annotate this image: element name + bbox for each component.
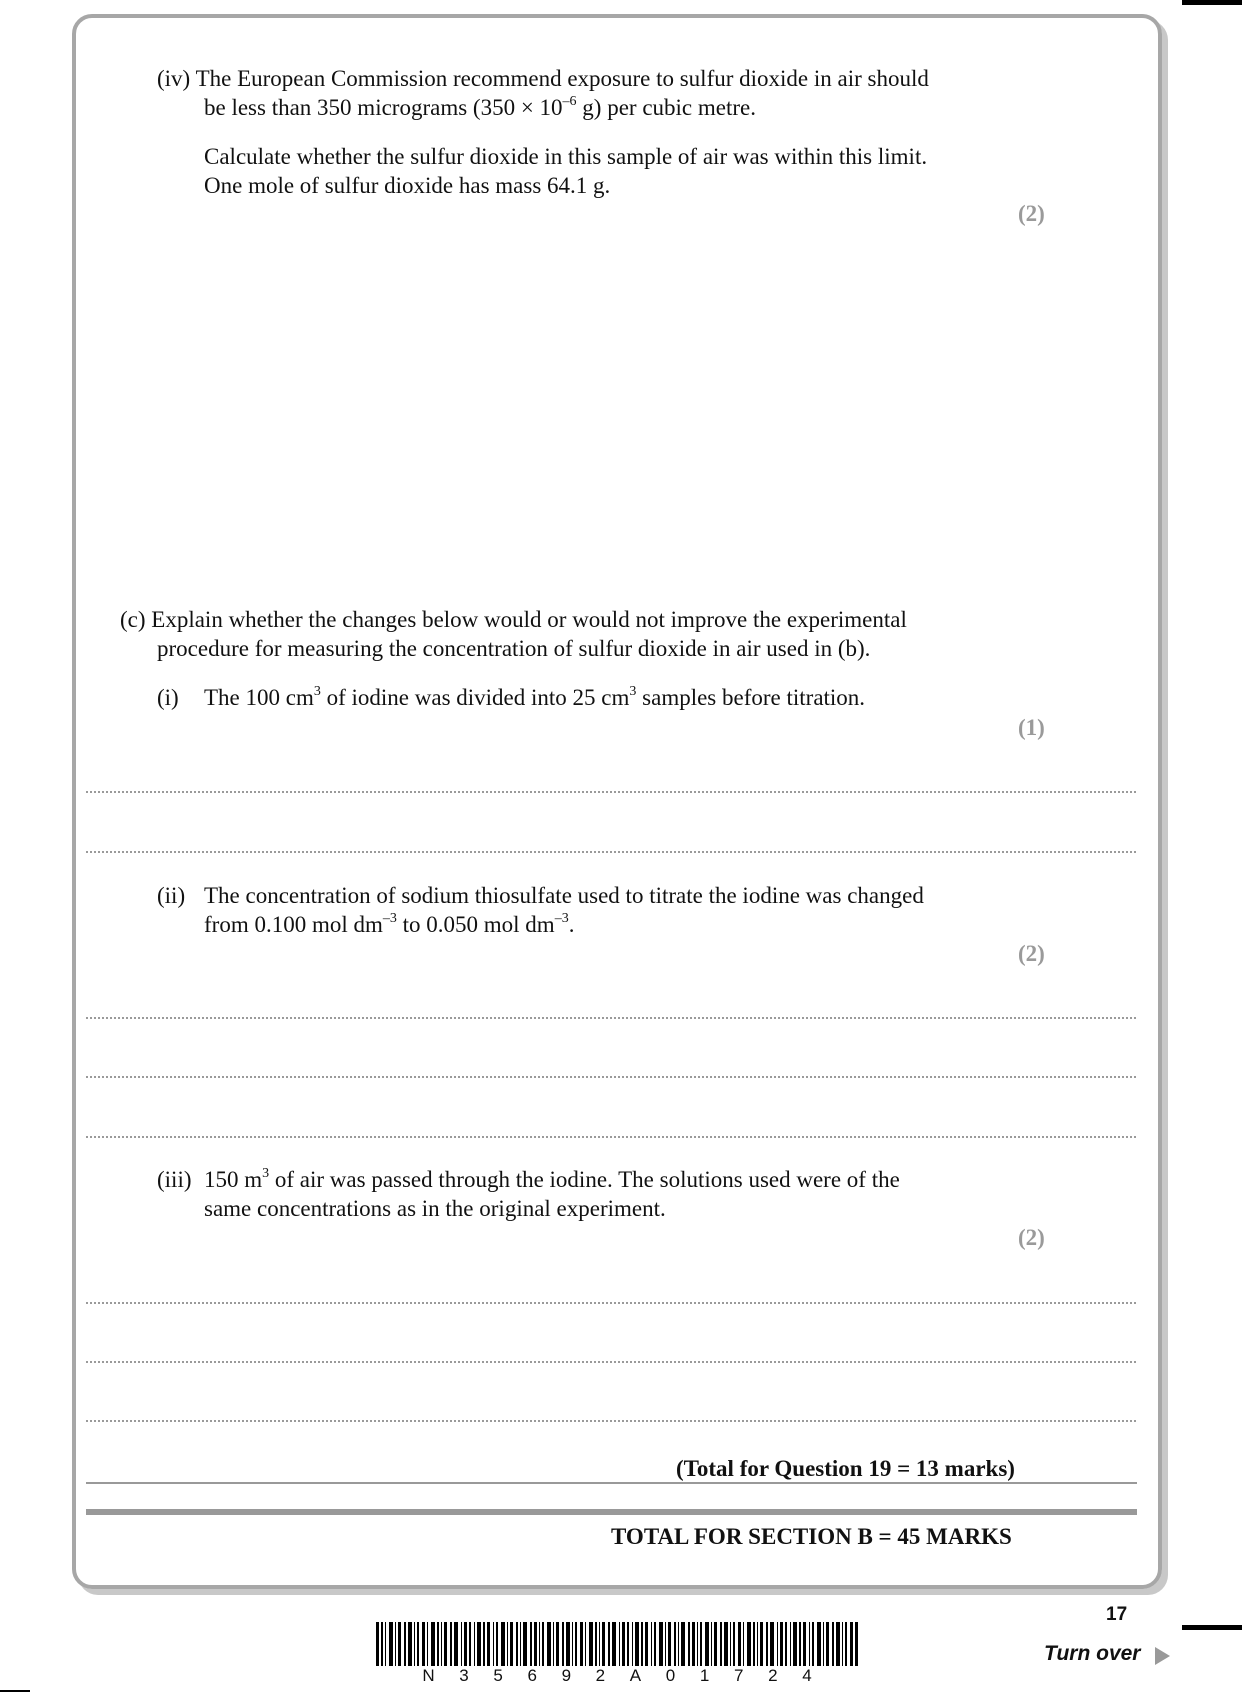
answer-line[interactable] (86, 1420, 1136, 1422)
q-c-line1: (c) Explain whether the changes below would or would not improve the experimental (120, 607, 907, 632)
barcode-char: 4 (802, 1666, 812, 1685)
top-right-crop-mark (1182, 0, 1242, 5)
answer-line[interactable] (86, 1017, 1136, 1019)
bottom-left-crop-mark (0, 1690, 30, 1692)
q-c-ii-marks: (2) (1018, 941, 1045, 966)
q-c-label: (c) (120, 607, 146, 632)
q-iv-line4: One mole of sulfur dioxide has mass 64.1 g. (204, 173, 611, 198)
q-c-ii-line1: The concentration of sodium thiosulfate used to titrate the iodine was changed (204, 883, 924, 908)
q-iv-line2: be less than 350 micrograms ($350 \times 10^{-6}$ g) per cubic metre. (204, 94, 756, 120)
q-iv-text1: The European Commission recommend exposure to sulfur dioxide in air should (195, 66, 929, 91)
total-underline (86, 1482, 1137, 1484)
answer-line[interactable] (86, 791, 1136, 793)
question-total: (Total for Question 19 = 13 marks) (676, 1456, 1015, 1481)
barcode-char: 5 (493, 1666, 503, 1685)
answer-line[interactable] (86, 1302, 1136, 1304)
answer-line[interactable] (86, 1361, 1136, 1363)
page-number: 17 (1106, 1604, 1128, 1625)
barcode-char: 9 (561, 1666, 572, 1685)
answer-line[interactable] (86, 1076, 1136, 1078)
barcode (376, 1622, 858, 1666)
q-c-i-label: (i) (157, 685, 179, 710)
q-c-ii-label: (ii) (157, 883, 186, 908)
q-c-i-text: The 100 $cm^3$ of iodine was divided into 25 $cm^3$ samples before titration. (204, 684, 866, 710)
barcode-char: N (422, 1666, 435, 1685)
barcode-number (376, 1666, 858, 1686)
barcode-char: 2 (595, 1666, 606, 1685)
turn-over-arrow-icon (1155, 1647, 1170, 1665)
q-iv-answer-space[interactable] (86, 240, 1136, 580)
barcode-char: 6 (527, 1666, 537, 1685)
q-c-iii-label: (iii) (157, 1167, 192, 1192)
q-iv-marks: (2) (1018, 201, 1045, 226)
barcode-char: 2 (768, 1666, 778, 1685)
section-divider (86, 1509, 1137, 1515)
q-iv-line1 (157, 64, 929, 93)
q-c-iii-marks: (2) (1018, 1225, 1045, 1250)
section-total: TOTAL FOR SECTION B = 45 MARKS (611, 1524, 1012, 1549)
turn-over-label: Turn over (1044, 1642, 1141, 1665)
barcode-char: 1 (699, 1666, 710, 1685)
answer-line[interactable] (86, 851, 1136, 853)
q-c-line2: procedure for measuring the concentration of sulfur dioxide in air used in (b). (157, 636, 871, 661)
q-iv-label: (iv) (157, 66, 191, 91)
bottom-right-crop-mark (1182, 1625, 1242, 1630)
barcode-char: 0 (665, 1666, 676, 1685)
q-c-iii-line2: same concentrations as in the original experiment. (204, 1196, 666, 1221)
q-c-i-marks: (1) (1018, 715, 1045, 740)
barcode-char: A (629, 1666, 642, 1685)
barcode-char: 7 (733, 1666, 744, 1685)
q-c-iii-line1: 150 $m^3$ of air was passed through the iodine. The solutions used were of the (204, 1166, 900, 1192)
q-iv-line3: Calculate whether the sulfur dioxide in this sample of air was within this limit. (204, 144, 928, 169)
barcode-char: 3 (459, 1666, 469, 1685)
answer-line[interactable] (86, 1136, 1136, 1138)
q-c-ii-line2: from 0.100 mol $dm^{-3}$ to 0.050 mol $dm^{-3}$. (204, 911, 575, 937)
